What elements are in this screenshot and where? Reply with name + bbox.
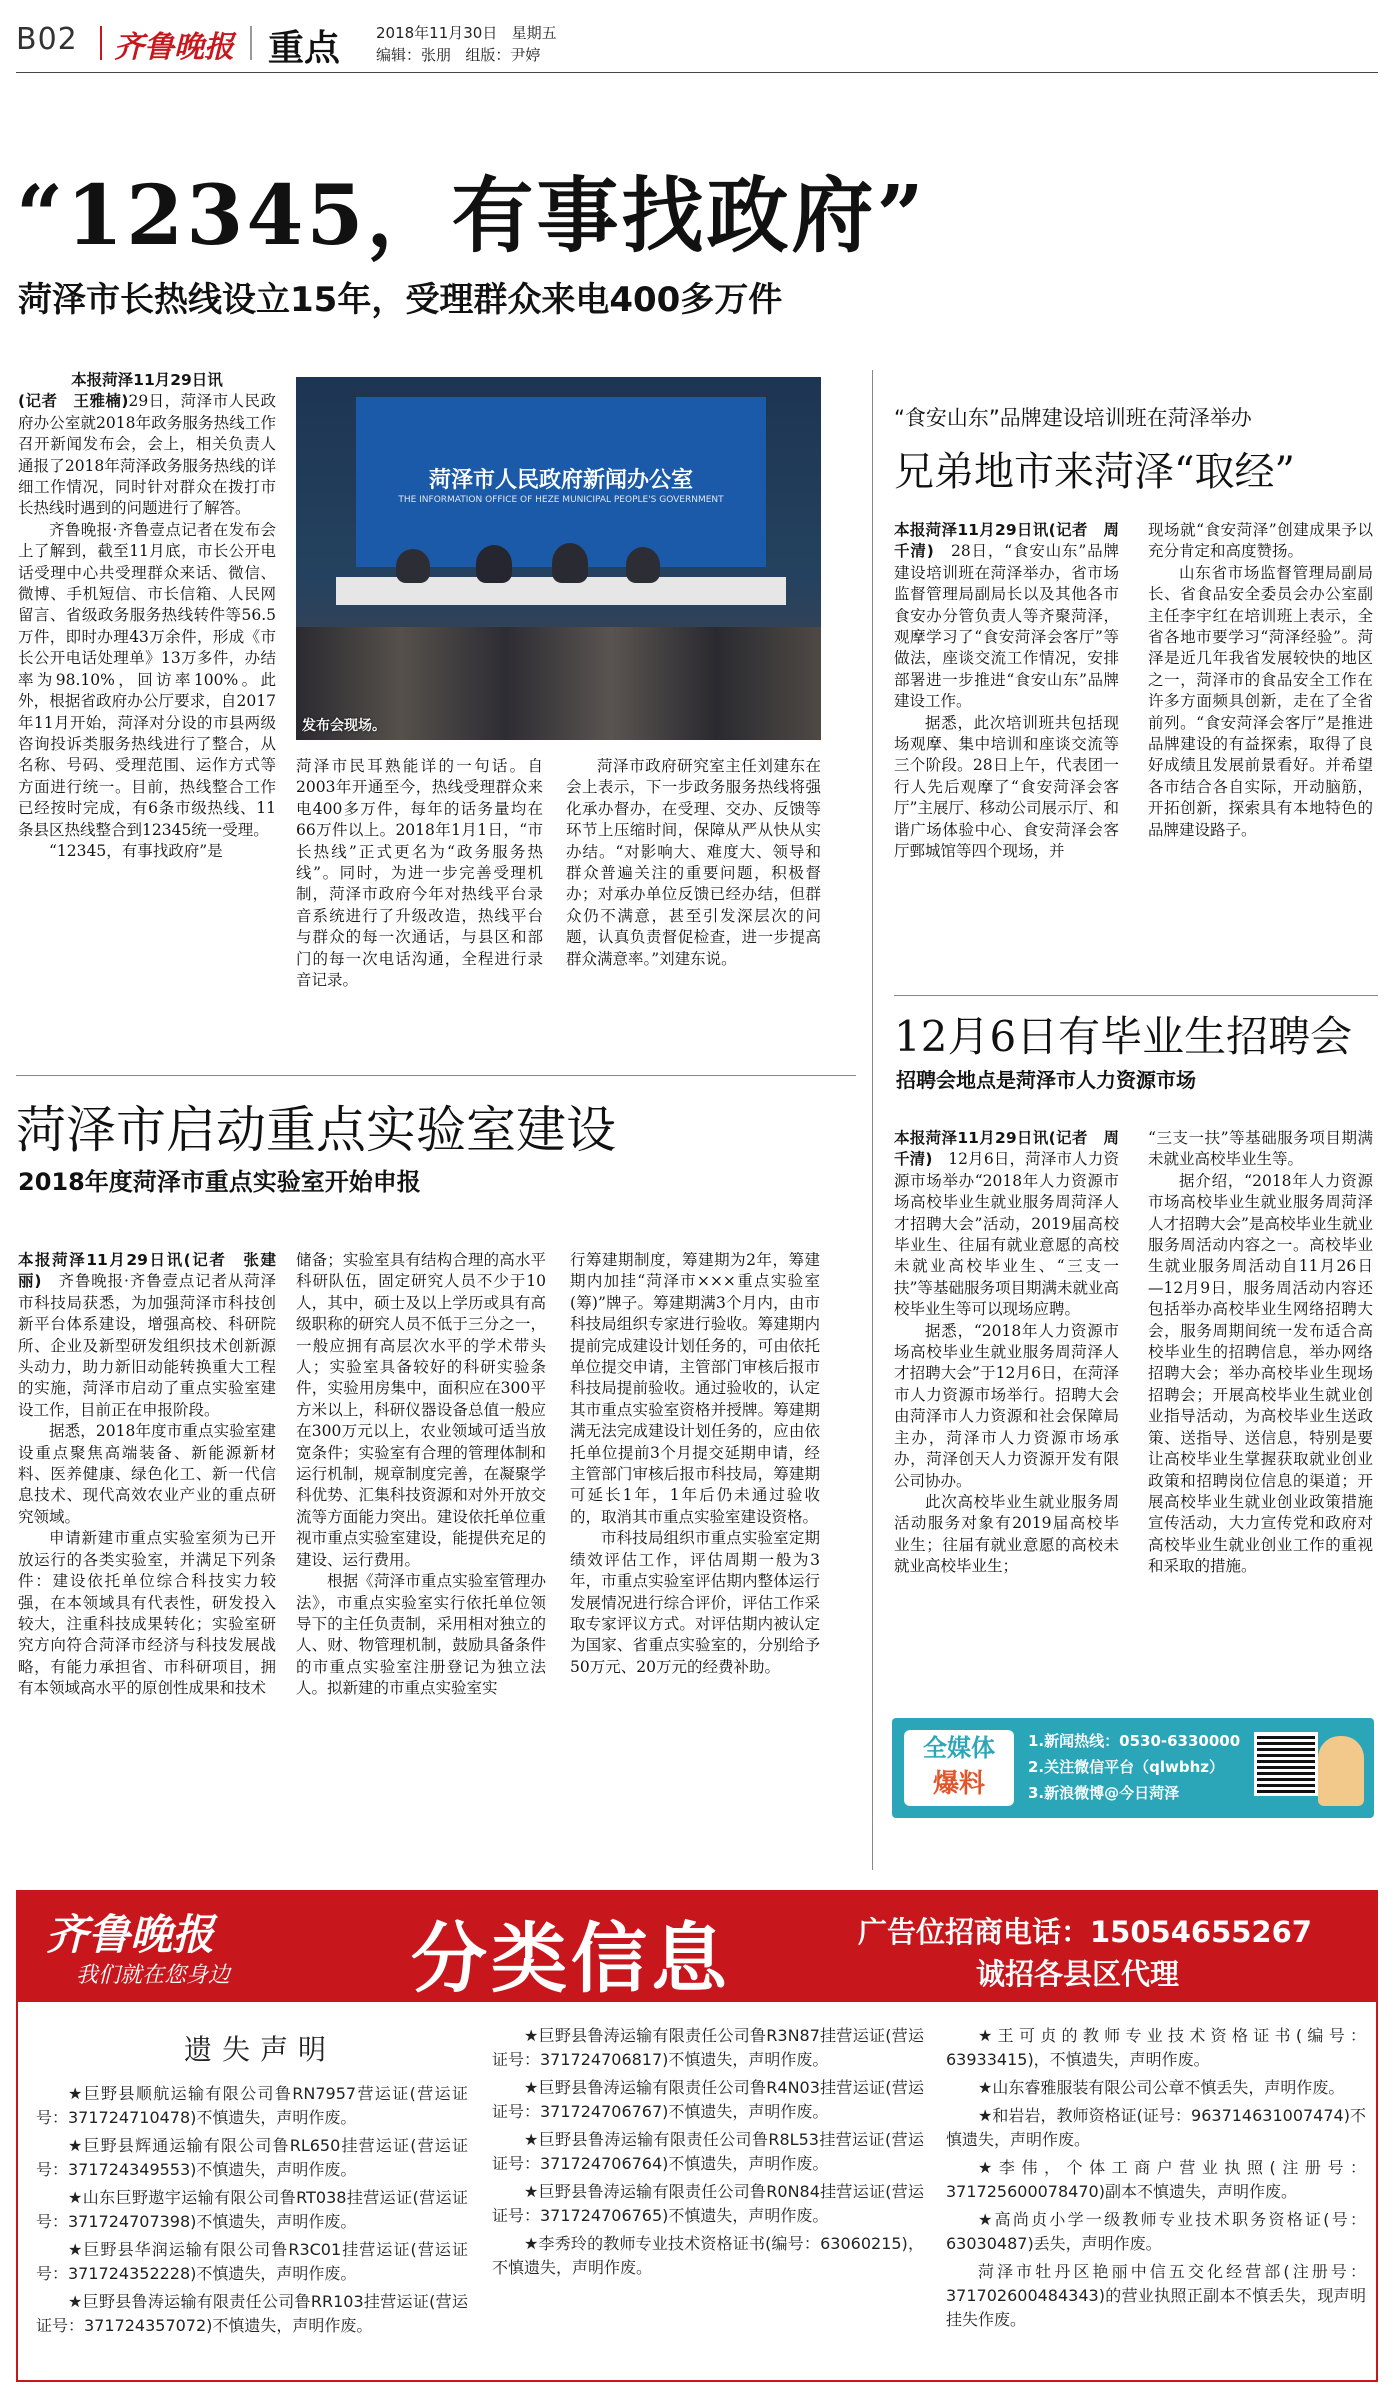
photo-caption: 发布会现场。 — [302, 718, 386, 734]
media-tip-box — [892, 1718, 1374, 1818]
notices-column-3 — [946, 2024, 1366, 2336]
weekday-text: 星期五 — [511, 24, 557, 42]
job-col1-p2: 据悉，“2018年人力资源市场高校毕业生就业服务周菏泽人才招聘大会”于12月6日，在菏泽市人力资源市场举行。招聘大会由菏泽市人力资源和社会保障局主办，菏泽市人力资源市场承办，菏泽创天人力资源开发有限公司协办。 — [894, 1321, 1119, 1490]
notices-column-2 — [492, 2024, 924, 2284]
notice-item: 菏泽市牡丹区艳丽中信五交化经营部(注册号：371702600484343)的营业执照正副本不慎丢失，现声明挂失作废。 — [946, 2262, 1366, 2329]
notice-item: ★山东睿雅服装有限公司公章不慎丢失，声明作废。 — [978, 2078, 1345, 2097]
notices-heading: 遗失声明 — [183, 2033, 336, 2066]
main-dateline: 本报菏泽11月29日讯 — [71, 371, 223, 389]
notice-item: ★和岩岩，教师资格证(证号：963714631007474)不慎遗失，声明作废。 — [946, 2106, 1366, 2149]
photo-speaker-4 — [626, 547, 660, 583]
food-column-2 — [1148, 520, 1373, 990]
layout-text: 组版：尹婷 — [465, 46, 541, 64]
lab-col3-p1: 行筹建期制度，筹建期为2年，筹建期内加挂“菏泽市×××重点实验室(筹)”牌子。筹建期满3个月内，由市科技局组织专家进行验收。筹建期内提前完成建设计划任务的，可由依托单位提交申请，主管部门审核后报市科技局提前验收。通过验收的，认定其市重点实验室资格并授牌。筹建期满无法完成建设计划任务的，应由依托单位提前3个月提交延期申请，经主管部门审核后报市科技局，筹建期可延长1年，1年后仍未通过验收的，取消其市重点实验室建设资格。 — [570, 1251, 820, 1526]
cartoon-figure-icon — [1318, 1736, 1364, 1806]
page-code: B02 — [16, 22, 78, 57]
notice-item: ★山东巨野遨宇运输有限公司鲁RT038挂营运证(营运证号：371724707398)不慎遗失，声明作废。 — [36, 2188, 468, 2231]
notice-item: ★巨野县鲁涛运输有限责任公司鲁R3N87挂营运证(营运证号：371724706817)不慎遗失，声明作废。 — [492, 2026, 924, 2069]
lab-col1-lead: 齐鲁晚报·齐鲁壹点记者从菏泽市科技局获悉，为加强菏泽市科技创新平台体系建设，增强高校、科研院所、企业及新型研发组织技术创新源头动力，助力新旧动能转换重大工程的实施，菏泽市启动了重点实验室建设工作，目前正在申报阶段。 — [18, 1272, 276, 1419]
qr-code-icon — [1254, 1732, 1318, 1796]
banner-title: 分类信息 — [411, 1914, 731, 2003]
media-hotline: 1.新闻热线：0530-6330000 — [1028, 1732, 1241, 1750]
job-col2-p1: “三支一扶”等基础服务项目期满未就业高校毕业生等。 — [1148, 1129, 1373, 1169]
date-text: 2018年11月30日 — [376, 24, 498, 42]
food-col2-p2: 山东省市场监督管理局副局长、省食品安全委员会办公室副主任李宇红在培训班上表示，全省各地市要学习“菏泽经验”。菏泽是近几年我省发展较快的地区之一，菏泽市的食品安全工作在许多方面频具创新，走在了全省前列。“食安菏泽会客厅”是推进品牌建设的有益探索，取得了良好成绩且发展前景看好。并希望各市结合各自实际，开动脑筋，开拓创新，探索具有本地特色的品牌建设路子。 — [1148, 563, 1373, 839]
lab-top-rule — [16, 1075, 856, 1076]
main-reporter: (记者 王雅楠) — [18, 392, 129, 411]
main-col1-p3: “12345，有事找政府”是 — [49, 841, 223, 860]
lab-headline: 菏泽市启动重点实验室建设 — [16, 1101, 616, 1159]
notice-item: ★李秀玲的教师专业技术资格证书(编号：63060215)，不慎遗失，声明作废。 — [492, 2234, 924, 2277]
main-col1-p2: 齐鲁晚报·齐鲁壹点记者在发布会上了解到，截至11月底，市长公开电话受理中心共受理群众来话、微信、微博、手机短信、市长信箱、人民网留言、省级政务服务热线转件等56.5万件，即时办理43万余件，形成《市长公开电话处理单》13万多件，办结率为98.10%，回访率100%。此外，根据省政府办公厅要求，自2017年11月开始，菏泽对分设的市县两级咨询投诉类服务热线进行了整合，从名称、号码、受理范围、运作方式等方面进行统一。目前，热线整合工作已经按时完成，有6条市级热线、11条县区热线整合到12345统一受理。 — [18, 520, 276, 839]
lab-col2-p2: 根据《菏泽市重点实验室管理办法》，市重点实验室实行依托单位领导下的主任负责制，采用相对独立的人、财、物管理机制，鼓励具备条件的市重点实验室注册登记为独立法人。拟新建的市重点实验室实 — [296, 1572, 546, 1698]
lab-col1-p2: 据悉，2018年度市重点实验室建设重点聚焦高端装备、新能源新材料、医养健康、绿色化工、新一代信息技术、现代高效农业产业的重点研究领域。 — [18, 1422, 276, 1526]
job-headline: 12月6日有毕业生招聘会 — [894, 1012, 1353, 1061]
job-column-1 — [894, 1128, 1119, 1688]
lab-subhead: 2018年度菏泽市重点实验室开始申报 — [18, 1168, 421, 1196]
media-badge — [904, 1730, 1014, 1806]
notice-item: ★王可贞的教师专业技术资格证书(编号：63933415)，不慎遗失，声明作废。 — [946, 2026, 1366, 2069]
column-divider — [872, 370, 873, 1870]
banner-recruit: 诚招各县区代理 — [976, 1957, 1180, 1991]
job-col1-p3: 此次高校毕业生就业服务周活动服务对象有2019届高校毕业生；往届有就业意愿的高校未就业高校毕业生； — [894, 1492, 1119, 1576]
notices-column-1 — [36, 2082, 468, 2342]
editor-text: 编辑：张朋 — [376, 46, 452, 64]
page-header — [0, 0, 1395, 70]
main-column-1 — [18, 370, 276, 1058]
food-column-1 — [894, 520, 1119, 990]
notice-item: ★巨野县鲁涛运输有限责任公司鲁R0N84挂营运证(营运证号：371724706765)不慎遗失，声明作废。 — [492, 2182, 924, 2225]
job-subhead: 招聘会地点是菏泽市人力资源市场 — [896, 1068, 1196, 1092]
media-badge-bottom: 爆料 — [932, 1769, 985, 1799]
lab-col1-p3: 申请新建市重点实验室须为已开放运行的各类实验室，并满足下列条件：建设依托单位综合科技实力较强，在本领域具有代表性，研发投入较大，注重科技成果转化；实验室研究方向符合菏泽市经济与科技发展战略，有能力承担省、市科研项目，拥有本领域高水平的原创性成果和技术 — [18, 1529, 276, 1698]
paper-logo: 齐鲁晚报 — [114, 30, 234, 65]
photo-speaker-1 — [396, 549, 430, 583]
banner-slogan: 我们就在您身边 — [76, 1963, 231, 1988]
food-col1-lead: 28日，“食安山东”品牌建设培训班在菏泽举办，省市场监督管理局副局长以及其他各市食安办分管负责人等齐聚菏泽，观摩学习了“食安菏泽会客厅”等做法，座谈交流工作情况，安排部署进一步推进“食安山东”品牌建设工作。 — [894, 542, 1119, 711]
main-column-3 — [566, 756, 821, 1056]
food-col1-p2: 据悉，此次培训班共包括现场观摩、集中培训和座谈交流等三个阶段。28日上午，代表团一行人先后观摩了“食安菏泽会客厅”主展厅、移动公司展示厅、和谐广场体验中心、食安菏泽会客厅鄄城馆等四个现场，并 — [894, 713, 1119, 861]
banner-logo: 齐鲁晚报 — [46, 1910, 215, 1959]
media-lines — [1028, 1728, 1240, 1806]
food-headline: 兄弟地市来菏泽“取经” — [894, 449, 1295, 495]
header-divider — [100, 26, 102, 60]
food-col2-p1: 现场就“食安菏泽”创建成果予以充分肯定和高度赞扬。 — [1148, 521, 1373, 561]
main-col2: 菏泽市民耳熟能详的一句话。自2003年开通至今，热线受理群众来电400多万件，每年的话务量均在66万件以上。2018年1月1日，“市长热线”正式更名为“政务服务热线”。同时，为进一步完善受理机制，菏泽市政府今年对热线平台录音系统进行了升级改造，热线平台与群众的每一次通话，与县区和部门的每一次电话沟通，全程进行录音记录。 — [296, 757, 543, 990]
main-col1-lead: 29日，菏泽市人民政府办公室就2018年政务服务热线工作召开新闻发布会，会上，相关负责人通报了2018年菏泽政务服务热线的详细工作情况，同时针对群众在拨打市长热线时遇到的问题进行了解答。 — [18, 392, 276, 518]
classified-banner — [16, 1890, 1378, 2002]
notice-item: ★李伟，个体工商户营业执照(注册号：371725600078470)副本不慎遗失，声明作废。 — [946, 2158, 1366, 2201]
lab-col2-p1: 储备；实验室具有结构合理的高水平科研队伍，固定研究人员不少于10人，其中，硕士及以上学历或具有高级职称的研究人员不低于三分之一，一般应拥有高层次水平的学术带头人；实验室具备较好的科研实验条件，实验用房集中，面积应在300平方米以上，科研仪器设备总值一般应在300万元以上，农业领域可适当放宽条件；实验室有合理的管理体制和运行机制，规章制度完善，在凝聚学科优势、汇集科技资源和对外开放交流等方面能力突出。建设依托单位重视市重点实验室建设，能提供充足的建设、运行费用。 — [296, 1251, 546, 1569]
main-headline: “12345，有事找政府” — [16, 168, 927, 264]
press-conference-photo — [296, 377, 821, 740]
media-weibo: 3.新浪微博@今日菏泽 — [1028, 1784, 1180, 1802]
header-date — [376, 22, 557, 43]
lab-dateline: 本报菏泽11月29日讯(记者 张建丽) — [18, 1251, 276, 1291]
section-name: 重点 — [268, 28, 341, 69]
notice-item: ★巨野县辉通运输有限公司鲁RL650挂营运证(营运证号：371724349553)不慎遗失，声明作废。 — [36, 2136, 468, 2179]
food-kicker: “食安山东”品牌建设培训班在菏泽举办 — [894, 406, 1252, 430]
lab-column-1 — [18, 1250, 276, 1850]
notice-item: ★巨野县鲁涛运输有限责任公司鲁R8L53挂营运证(营运证号：371724706764)不慎遗失，声明作废。 — [492, 2130, 924, 2173]
food-job-rule — [894, 995, 1378, 996]
main-col3: 菏泽市政府研究室主任刘建东在会上表示，下一步政务服务热线将强化承办督办，在受理、交办、反馈等环节上压缩时间，保障从严从快从实办结。“对影响大、难度大、领导和群众普遍关注的重要问题，积极督办；对承办单位反馈已经办结，但群众仍不满意，甚至引发深层次的问题，认真负责督促检查，进一步提高群众满意率。”刘建东说。 — [566, 757, 821, 968]
header-divider-2 — [250, 26, 252, 60]
photo-banner-en: THE INFORMATION OFFICE OF HEZE MUNICIPAL PEOPLE'S GOVERNMENT — [398, 495, 724, 505]
notice-item: ★巨野县鲁涛运输有限责任公司鲁R4N03挂营运证(营运证号：371724706767)不慎遗失，声明作废。 — [492, 2078, 924, 2121]
lab-column-2 — [296, 1250, 546, 1850]
photo-banner-cn: 菏泽市人民政府新闻办公室 — [428, 468, 693, 493]
media-wechat: 2.关注微信平台（qlwbhz） — [1028, 1758, 1225, 1776]
media-badge-top: 全媒体 — [923, 1734, 995, 1762]
banner-hotline: 广告位招商电话：15054655267 — [858, 1915, 1312, 1949]
header-rule — [16, 72, 1378, 73]
job-column-2 — [1148, 1128, 1373, 1688]
photo-speaker-3 — [552, 543, 588, 583]
notice-item: ★巨野县华润运输有限公司鲁R3C01挂营运证(营运证号：371724352228)不慎遗失，声明作废。 — [36, 2240, 468, 2283]
notice-item: ★巨野县鲁涛运输有限责任公司鲁RR103挂营运证(营运证号：371724357072)不慎遗失，声明作废。 — [36, 2292, 468, 2335]
header-credits — [376, 44, 540, 65]
main-column-2 — [296, 756, 543, 1056]
main-subhead: 菏泽市长热线设立15年，受理群众来电400多万件 — [18, 280, 783, 320]
notice-item: ★巨野县顺航运输有限公司鲁RN7957营运证(营运证号：371724710478)不慎遗失，声明作废。 — [36, 2084, 468, 2127]
job-dateline: 本报菏泽11月29日讯(记者 周千清) — [894, 1129, 1119, 1169]
job-col1-lead: 12月6日，菏泽市人力资源市场举办“2018年人力资源市场高校毕业生就业服务周菏泽人才招聘大会”活动，2019届高校毕业生、往届有就业意愿的高校未就业高校毕业生、“三支一扶”等基础服务项目期满未就业高校毕业生等可以现场应聘。 — [894, 1150, 1119, 1319]
lab-column-3 — [570, 1250, 820, 1850]
photo-speaker-2 — [476, 545, 512, 583]
job-col2-p2: 据介绍，“2018年人力资源市场高校毕业生就业服务周菏泽人才招聘大会”是高校毕业生就业服务周活动内容之一。高校毕业生就业服务周活动自11月26日—12月9日，服务周活动内容还包括举办高校毕业生网络招聘大会，服务周期间统一发布适合高校毕业生的招聘信息，举办网络招聘大会；举办高校毕业生现场招聘会；开展高校毕业生就业创业指导活动，为高校毕业生送政策、送指导、送信息，特别是要让高校毕业生掌握获取就业创业政策和招聘岗位信息的渠道；开展高校毕业生就业创业政策措施宣传活动，大力宣传党和政府对高校毕业生就业创业工作的重视和采取的措施。 — [1148, 1171, 1373, 1576]
food-dateline: 本报菏泽11月29日讯(记者 周千清) — [894, 521, 1119, 561]
lab-col3-p2: 市科技局组织市重点实验室定期绩效评估工作，评估周期一般为3年，市重点实验室评估期内整体运行发展情况进行综合评价，评估工作采取专家评议方式。对评估期内被认定为国家、省重点实验室的，分别给予50万元、20万元的经费补助。 — [570, 1529, 820, 1676]
notice-item: ★高尚贞小学一级教师专业技术职务资格证(号：63030487)丢失，声明作废。 — [946, 2210, 1366, 2253]
